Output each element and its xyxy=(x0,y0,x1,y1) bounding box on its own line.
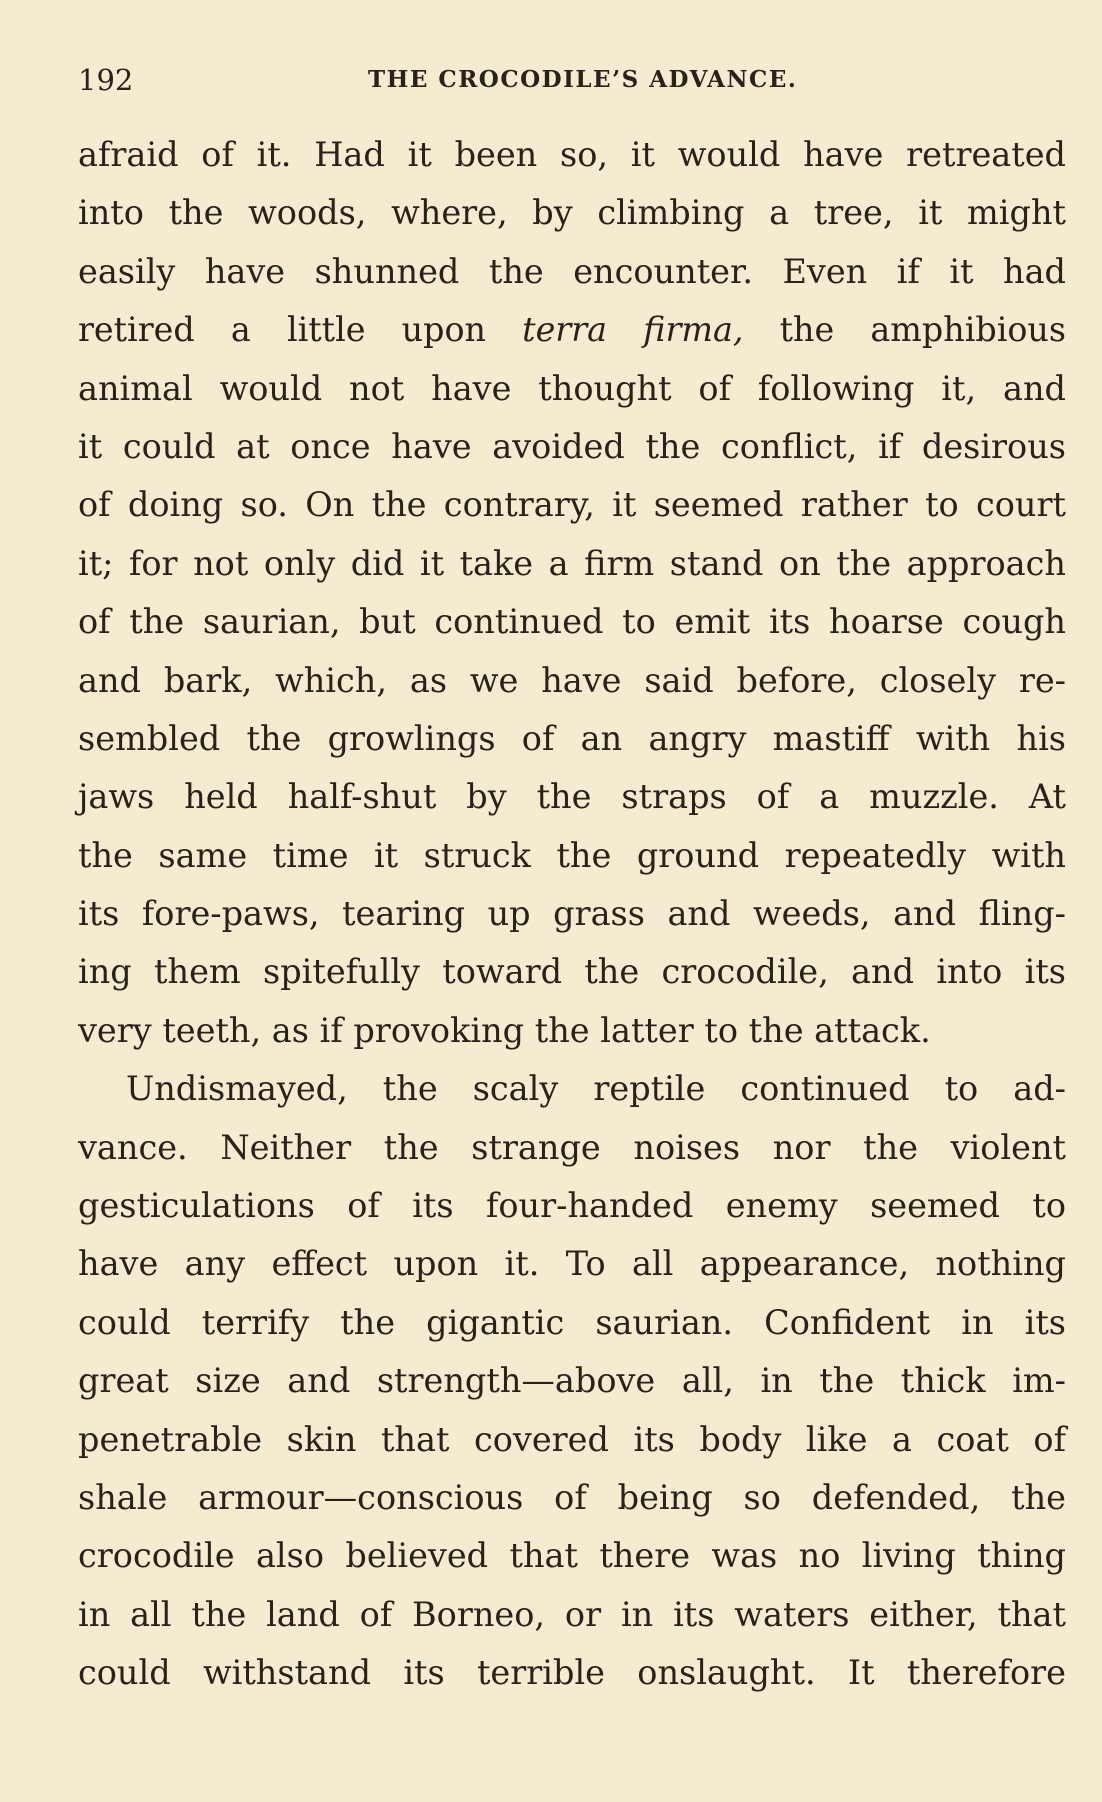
text-line: ing them spitefully toward the crocodile, and into its xyxy=(78,952,1066,992)
text-line: in all the land of Borneo, or in its waters either, that xyxy=(78,1594,1066,1634)
text-line: it could at once have avoided the conflict, if desirous xyxy=(78,426,1066,466)
text-line: its fore-paws, tearing up grass and weeds, and fling- xyxy=(78,894,1066,934)
text-line: could terrify the gigantic saurian. Confident in its xyxy=(78,1302,1066,1342)
text-line: sembled the growlings of an angry mastiff with his xyxy=(78,718,1066,758)
text-line: afraid of it. Had it been so, it would have retreated xyxy=(78,135,1066,174)
body-text xyxy=(78,126,1066,1703)
text-line: shale armour—conscious of being so defended, the xyxy=(78,1477,1066,1517)
text-line: have any effect upon it. To all appearance, nothing xyxy=(78,1244,1066,1284)
text-segment: the amphibious xyxy=(743,310,1066,350)
text-line: easily have shunned the encounter. Even if it had xyxy=(78,251,1066,291)
running-header xyxy=(78,60,1068,100)
text-line: could withstand its terrible onslaught. It therefore xyxy=(78,1653,1066,1693)
text-line: and bark, which, as we have said before, closely re- xyxy=(78,660,1066,700)
text-line: jaws held half-shut by the straps of a muzzle. At xyxy=(78,777,1066,817)
text-line: of the saurian, but continued to emit its hoarse cough xyxy=(78,602,1066,642)
text-line: great size and strength—above all, in the thick im- xyxy=(78,1361,1066,1401)
text-line xyxy=(78,301,1066,359)
text-line: crocodile also believed that there was no living thing xyxy=(78,1536,1066,1576)
text-line: of doing so. On the contrary, it seemed rather to court xyxy=(78,485,1066,525)
page-number: 192 xyxy=(78,63,134,97)
text-line: the same time it struck the ground repeatedly with xyxy=(78,835,1066,875)
text-line: penetrable skin that covered its body like a coat of xyxy=(78,1419,1066,1459)
text-line: very teeth, as if provoking the latter to the attack. xyxy=(78,1010,931,1050)
text-segment: retired a little upon xyxy=(78,310,523,350)
text-line: gesticulations of its four-handed enemy seemed to xyxy=(78,1186,1066,1226)
text-line: vance. Neither the strange noises nor the violent xyxy=(78,1127,1066,1167)
text-line: animal would not have thought of following it, and xyxy=(78,368,1066,408)
text-line: Undismayed, the scaly reptile continued to ad- xyxy=(126,1069,1066,1109)
italic-phrase: terra firma, xyxy=(522,310,744,350)
text-line: into the woods, where, by climbing a tree, it might xyxy=(78,193,1066,233)
text-line: it; for not only did it take a firm stand on the approach xyxy=(78,543,1066,583)
page-title: THE CROCODILE’S ADVANCE. xyxy=(368,66,798,93)
